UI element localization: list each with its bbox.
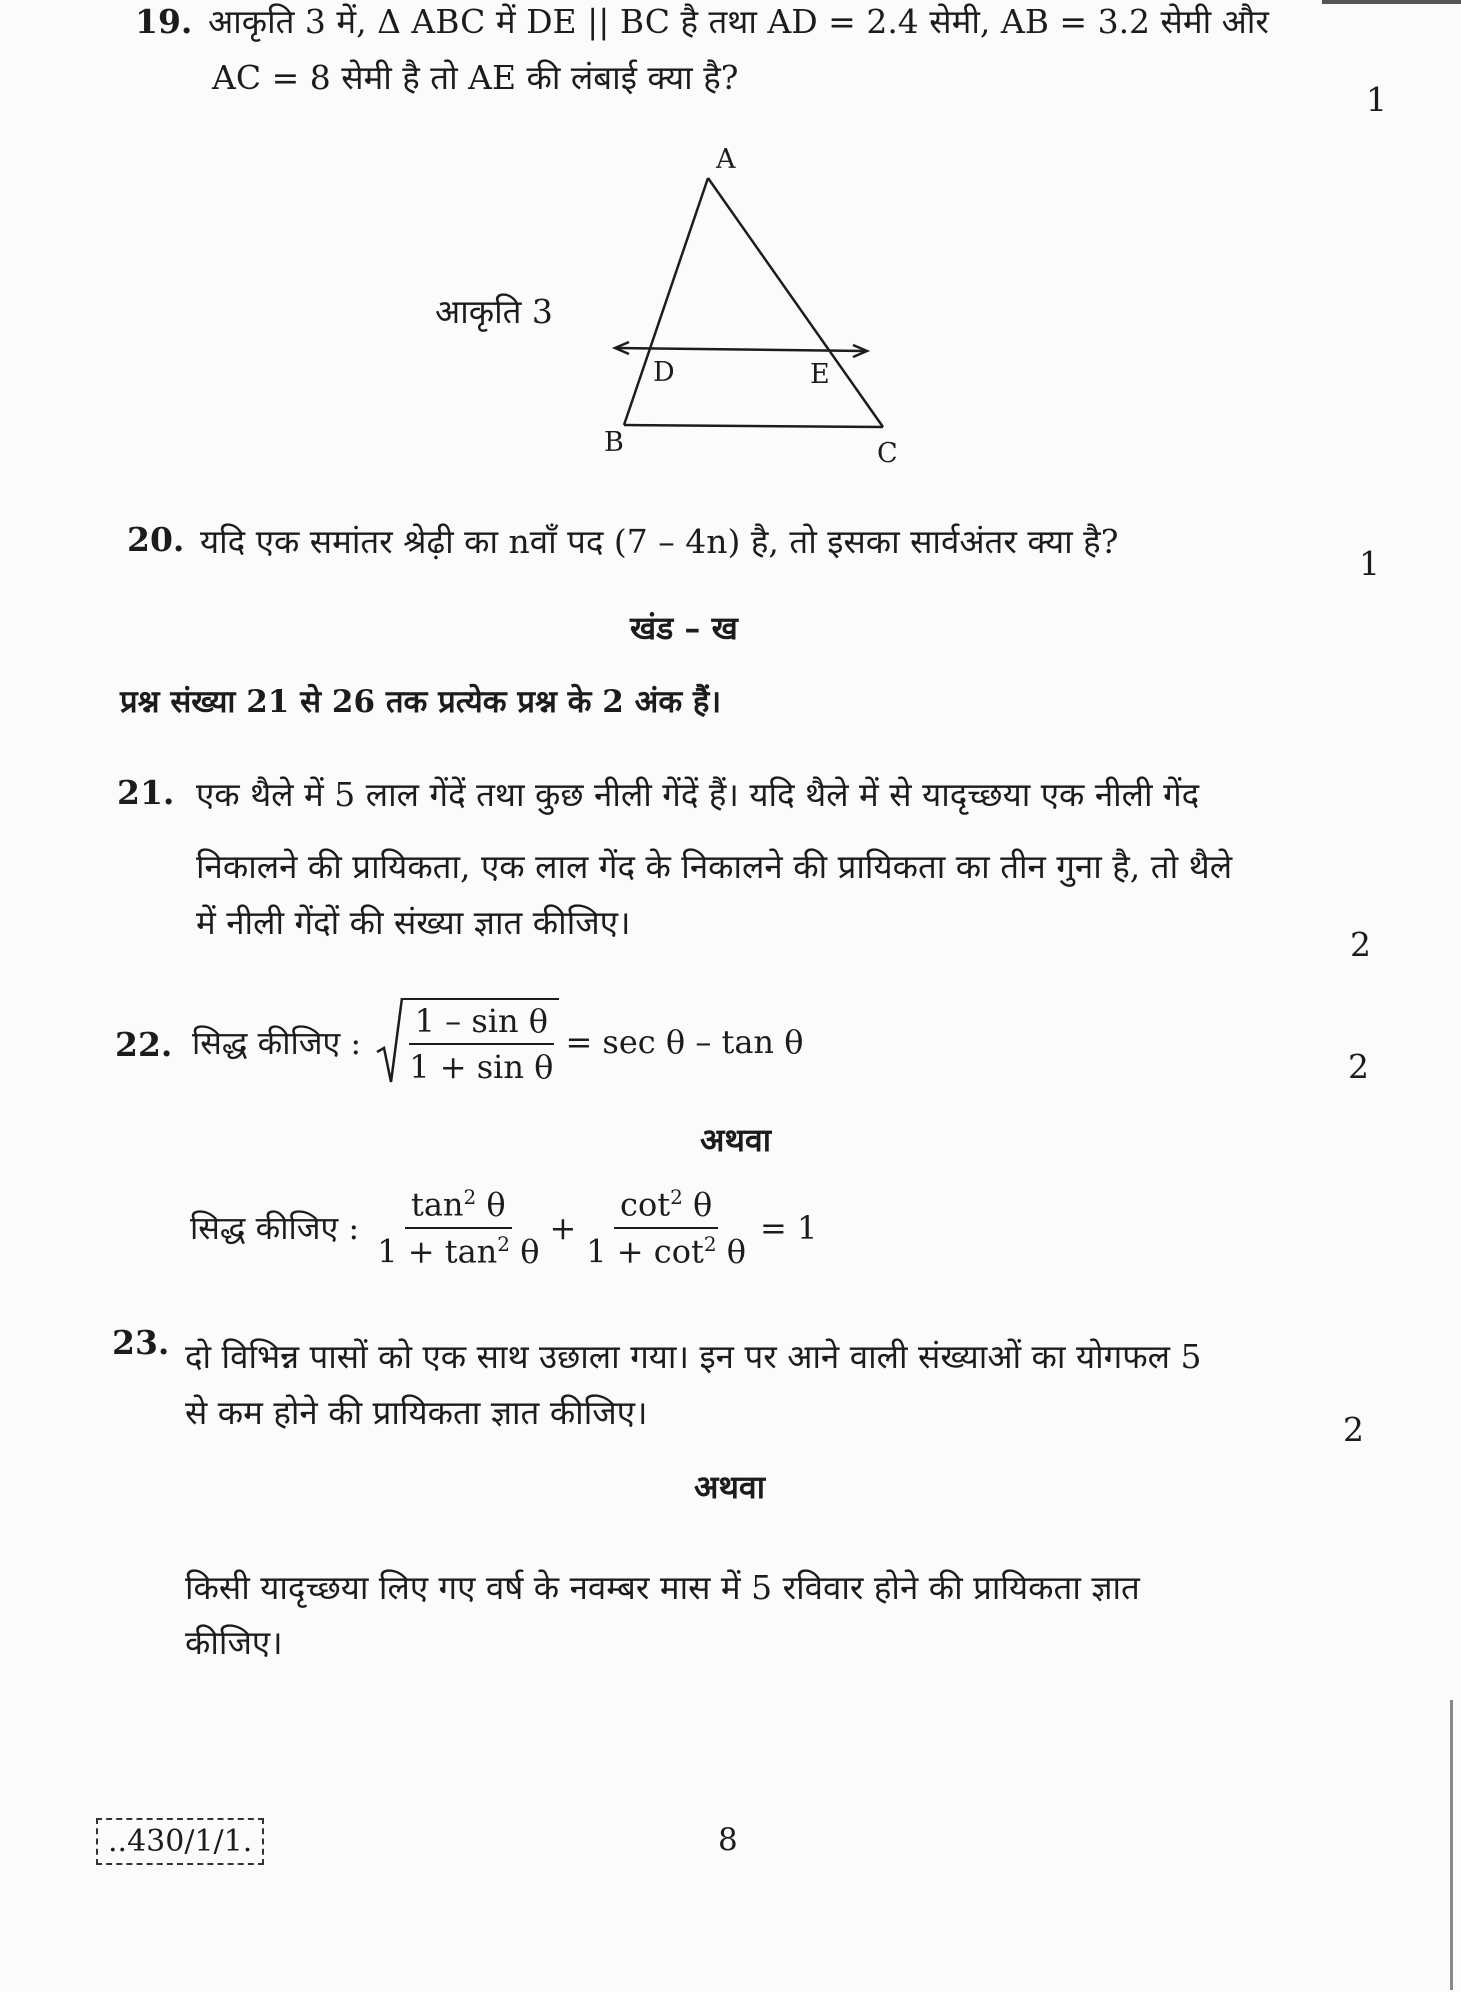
page-number: 8: [718, 1822, 738, 1858]
section-instruction: प्रश्न संख्या 21 से 26 तक प्रत्येक प्रश्न के 2 अंक हैं।: [120, 684, 722, 720]
theta-symbol: θ: [726, 1232, 746, 1271]
figure-label: आकृति 3: [435, 292, 553, 331]
question-19-line2: AC = 8 सेमी है तो AE की लंबाई क्या है?: [212, 58, 739, 97]
square-exponent: 2: [497, 1231, 511, 1256]
question-22-alt-prefix: सिद्ध कीजिए :: [190, 1209, 360, 1248]
alt-fraction-2: [580, 1185, 752, 1270]
question-23-marks: 2: [1343, 1410, 1364, 1449]
question-22-prefix: सिद्ध कीजिए :: [192, 1023, 362, 1062]
side-ac: [708, 178, 883, 427]
theta-symbol: θ: [520, 1232, 540, 1271]
alt-fraction-1: [371, 1185, 545, 1270]
question-number-19: 19.: [135, 2, 193, 41]
question-23-line1: दो विभिन्न पासों को एक साथ उछाला गया। इन पर आने वाली संख्याओं का योगफल 5: [185, 1337, 1202, 1376]
sqrt-icon: [375, 996, 403, 1088]
section-title: खंड – ख: [630, 609, 738, 647]
square-exponent: 2: [670, 1185, 683, 1209]
alt-fraction-1-numerator: [405, 1185, 512, 1229]
question-20-text: यदि एक समांतर श्रेढ़ी का nवाँ पद (7 – 4n) है, तो इसका सार्वअंतर क्या है?: [200, 522, 1119, 561]
question-23-or: अथवा: [694, 1468, 765, 1506]
tan-text: tan: [410, 1185, 464, 1224]
question-21-line2: निकालने की प्रायिकता, एक लाल गेंद के निकालने की प्रायिकता का तीन गुना है, तो थैले: [196, 847, 1233, 886]
paper-code-box: ..430/1/1.: [96, 1818, 264, 1865]
question-number-22: 22.: [115, 1025, 173, 1064]
point-b-label: B: [604, 427, 624, 458]
theta-symbol: θ: [692, 1185, 713, 1224]
theta-symbol: θ: [486, 1185, 506, 1224]
scan-edge-right: [1450, 1700, 1453, 1990]
point-d-label: D: [653, 357, 675, 388]
scan-edge-top: [1322, 0, 1461, 4]
fraction-numerator: 1 – sin θ: [409, 1002, 554, 1045]
question-23-line2: से कम होने की प्रायिकता ज्ञात कीजिए।: [185, 1393, 648, 1432]
question-number-21: 21.: [117, 773, 175, 812]
question-19-line1: आकृति 3 में, Δ ABC में DE || BC है तथा AD = 2.4 सेमी, AB = 3.2 सेमी और: [208, 2, 1269, 41]
alt-fraction-1-denominator: [371, 1229, 545, 1271]
question-22-alt-rhs: = 1: [760, 1208, 818, 1247]
point-e-label: E: [810, 359, 830, 390]
side-bc: [624, 425, 883, 427]
cot-text: cot: [620, 1185, 671, 1224]
one-plus-cot-text: 1 + cot: [586, 1232, 704, 1271]
question-number-20: 20.: [127, 520, 185, 559]
question-22-equation: [192, 996, 803, 1088]
question-22-alt-equation: [190, 1185, 817, 1270]
point-a-label: A: [716, 144, 736, 175]
question-22-rhs: = sec θ – tan θ: [565, 1023, 804, 1061]
question-19-marks: 1: [1366, 80, 1387, 119]
sqrt-expression: [375, 996, 559, 1088]
square-exponent: 2: [463, 1185, 477, 1209]
question-21-line3: में नीली गेंदों की संख्या ज्ञात कीजिए।: [196, 903, 631, 942]
alt-fraction-2-numerator: [614, 1185, 718, 1229]
point-c-label: C: [877, 438, 898, 469]
question-number-23: 23.: [112, 1323, 170, 1362]
question-22-marks: 2: [1348, 1047, 1369, 1086]
question-22-or: अथवा: [700, 1121, 771, 1159]
one-plus-tan-text: 1 + tan: [377, 1232, 498, 1271]
question-20-marks: 1: [1359, 544, 1380, 583]
question-21-line1: एक थैले में 5 लाल गेंदें तथा कुछ नीली गेंदें हैं। यदि थैले में से यादृच्छया एक नीली गेंद: [196, 775, 1200, 814]
sqrt-fraction: [403, 998, 559, 1086]
fraction-denominator: 1 + sin θ: [409, 1048, 554, 1086]
triangle-figure: [600, 140, 900, 480]
question-21-marks: 2: [1350, 925, 1371, 964]
square-exponent: 2: [703, 1231, 717, 1256]
plus-sign: +: [549, 1208, 577, 1247]
question-23-alt-line1: किसी यादृच्छया लिए गए वर्ष के नवम्बर मास में 5 रविवार होने की प्रायिकता ज्ञात: [185, 1568, 1140, 1607]
question-23-alt-line2: कीजिए।: [185, 1623, 283, 1662]
alt-fraction-2-denominator: [580, 1229, 752, 1271]
